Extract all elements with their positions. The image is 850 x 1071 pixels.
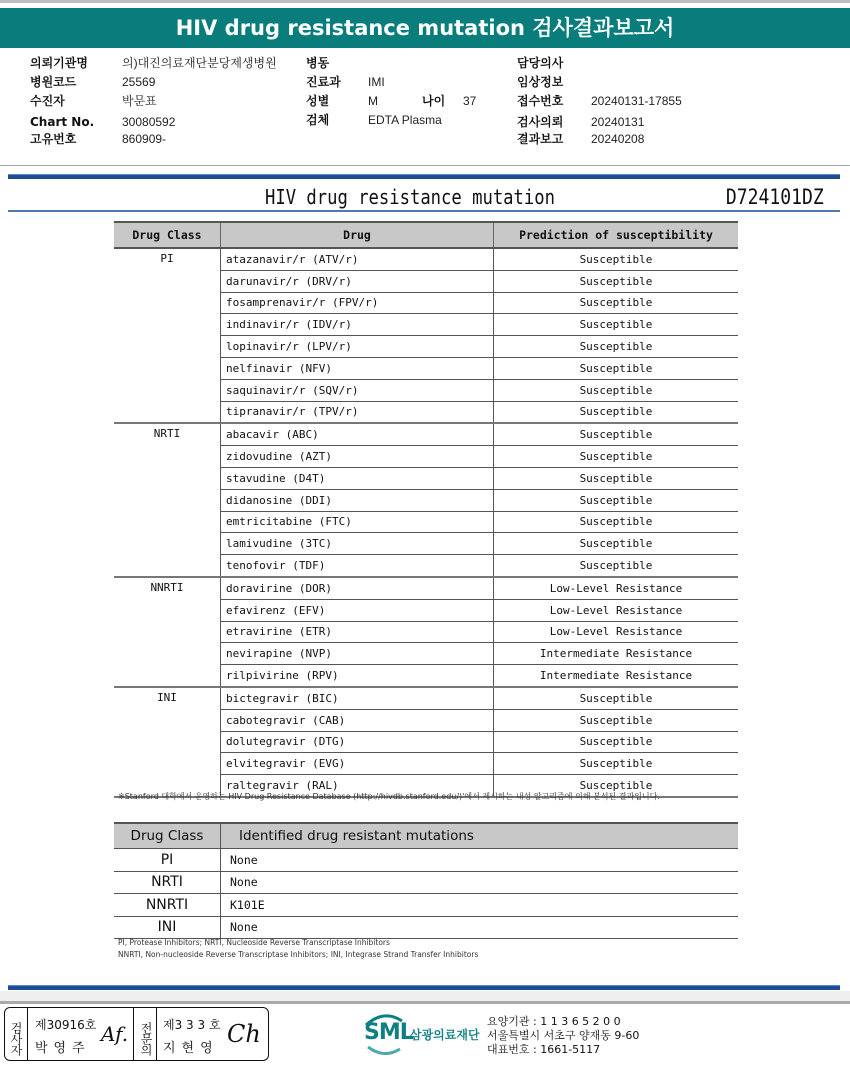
drug-cell: atazanavir/r (ATV/r) — [221, 248, 494, 270]
prediction-cell: Intermediate Resistance — [494, 665, 739, 687]
info-value: 의)대진의료재단분당제생병원 — [122, 56, 277, 70]
drug-class-cell: NRTI — [114, 423, 221, 577]
drug-cell: dolutegravir (DTG) — [221, 731, 494, 753]
logo-text: SML — [364, 1020, 413, 1045]
divider — [8, 174, 840, 179]
drug-cell: tenofovir (TDF) — [221, 555, 494, 577]
reviewer-license: 제3 3 3 호 — [163, 1018, 221, 1032]
info-label: 의뢰기관명 — [30, 56, 88, 70]
column-header-drug: Drug — [221, 222, 494, 248]
examiner-license: 제30916호 — [35, 1018, 97, 1032]
table-row — [114, 248, 738, 270]
divider — [8, 985, 840, 990]
footer-band — [0, 991, 850, 1001]
info-label: 병원코드 — [30, 75, 77, 89]
divider — [133, 1008, 134, 1060]
drug-cell: tipranavir/r (TPV/r) — [221, 401, 494, 423]
info-label: 고유번호 — [30, 132, 77, 146]
drug-cell: raltegravir (RAL) — [221, 775, 494, 797]
report-header-title: HIV drug resistance mutation 검사결과보고서 — [0, 8, 850, 48]
abbreviation-line: NNRTI, Non-nucleoside Reverse Transcriptase Inhibitors; INI, Integrase Strand Transfer Inhibitors — [118, 950, 479, 959]
info-value: EDTA Plasma — [368, 113, 442, 127]
examiner-signature: Af. — [101, 1022, 129, 1046]
info-label: 검체 — [306, 113, 330, 127]
mutation-cell: None — [221, 916, 739, 939]
susceptibility-table — [114, 221, 738, 798]
column-header-mutations: Identified drug resistant mutations — [221, 823, 739, 849]
address: 서울특별시 서초구 양재동 9-60 — [487, 1029, 640, 1042]
drug-cell: cabotegravir (CAB) — [221, 709, 494, 731]
info-value: IMI — [368, 75, 385, 89]
table-row — [114, 871, 738, 894]
info-requesting-institution — [30, 54, 88, 72]
prediction-cell: Susceptible — [494, 687, 739, 709]
prediction-cell: Susceptible — [494, 775, 739, 797]
info-label: 병동 — [306, 56, 330, 70]
drug-class-cell: PI — [114, 248, 221, 423]
drug-class-cell: NRTI — [114, 871, 221, 894]
drug-cell: stavudine (D4T) — [221, 467, 494, 489]
drug-cell: zidovudine (AZT) — [221, 446, 494, 468]
logo-foundation-name: 삼광의료재단 — [410, 1028, 480, 1042]
info-label: 진료과 — [306, 75, 341, 89]
reviewer-label: 전문의 — [139, 1021, 153, 1055]
prediction-cell: Low-Level Resistance — [494, 621, 739, 643]
drug-cell: indinavir/r (IDV/r) — [221, 314, 494, 336]
table-row — [114, 577, 738, 599]
info-label: Chart No. — [30, 115, 95, 129]
examiner-name: 박영주 — [35, 1041, 91, 1056]
info-value: M — [368, 94, 378, 108]
drug-cell: darunavir/r (DRV/r) — [221, 270, 494, 292]
prediction-cell: Low-Level Resistance — [494, 577, 739, 599]
drug-cell: etravirine (ETR) — [221, 621, 494, 643]
prediction-cell: Susceptible — [494, 555, 739, 577]
info-value: 20240131-17855 — [591, 94, 682, 108]
contact-info — [487, 1015, 639, 1057]
prediction-cell: Susceptible — [494, 446, 739, 468]
column-header-drug-class: Drug Class — [114, 823, 221, 849]
drug-class-cell: NNRTI — [114, 894, 221, 917]
prediction-cell: Susceptible — [494, 314, 739, 336]
drug-cell: lamivudine (3TC) — [221, 533, 494, 555]
examiner-label: 검사자 — [9, 1021, 23, 1055]
info-label: 결과보고 — [517, 132, 564, 146]
divider — [0, 1001, 850, 1004]
table-row — [114, 916, 738, 939]
info-label: 임상정보 — [517, 75, 564, 89]
prediction-cell: Susceptible — [494, 533, 739, 555]
info-value: 20240131 — [591, 115, 645, 129]
drug-cell: elvitegravir (EVG) — [221, 753, 494, 775]
patient-info — [0, 54, 850, 154]
info-label: 검사의뢰 — [517, 115, 564, 129]
top-border — [0, 0, 850, 3]
table-row — [114, 687, 738, 709]
drug-class-cell: NNRTI — [114, 577, 221, 687]
sml-logo — [364, 1011, 494, 1057]
prediction-cell: Susceptible — [494, 336, 739, 358]
drug-class-cell: INI — [114, 687, 221, 797]
drug-cell: lopinavir/r (LPV/r) — [221, 336, 494, 358]
mutation-cell: None — [221, 871, 739, 894]
info-value: 박문표 — [122, 94, 157, 108]
divider — [0, 165, 850, 166]
report-code: D724101DZ — [726, 185, 824, 209]
info-value: 30080592 — [122, 115, 176, 129]
divider — [27, 1008, 28, 1060]
institution-code: 요양기관 : 1 1 3 6 5 2 0 0 — [487, 1015, 621, 1028]
prediction-cell: Susceptible — [494, 511, 739, 533]
info-value: 860909- — [122, 132, 167, 146]
database-note: ※Stanford 대학에서 운영하는 HIV Drug Resistance Database (http://hivdb.stanford.edu/)'에서 제시하는 내성 알고리즘에 의해 분석된 결과입니다. — [118, 792, 660, 801]
prediction-cell: Susceptible — [494, 270, 739, 292]
drug-class-cell: INI — [114, 916, 221, 939]
table-row — [114, 894, 738, 917]
drug-cell: emtricitabine (FTC) — [221, 511, 494, 533]
drug-cell: abacavir (ABC) — [221, 423, 494, 445]
info-label: 나이 — [422, 94, 446, 108]
prediction-cell: Susceptible — [494, 379, 739, 401]
report-title — [0, 183, 850, 211]
prediction-cell: Susceptible — [494, 423, 739, 445]
prediction-cell: Susceptible — [494, 401, 739, 423]
drug-cell: rilpivirine (RPV) — [221, 665, 494, 687]
table-row — [114, 849, 738, 872]
info-value: 20240208 — [591, 132, 645, 146]
divider — [156, 1008, 157, 1060]
prediction-cell: Susceptible — [494, 467, 739, 489]
prediction-cell: Intermediate Resistance — [494, 643, 739, 665]
report-title-text: HIV drug resistance mutation — [265, 185, 555, 209]
info-label: 담당의사 — [517, 56, 564, 70]
drug-cell: saquinavir/r (SQV/r) — [221, 379, 494, 401]
table-row — [114, 423, 738, 445]
drug-cell: fosamprenavir/r (FPV/r) — [221, 292, 494, 314]
abbreviation-line: PI, Protease Inhibitors; NRTI, Nucleoside Reverse Transcriptase Inhibitors — [118, 938, 390, 947]
signature-box — [4, 1007, 269, 1061]
table-header-row — [114, 823, 738, 849]
divider — [8, 210, 840, 212]
prediction-cell: Susceptible — [494, 357, 739, 379]
prediction-cell: Low-Level Resistance — [494, 599, 739, 621]
mutations-table — [114, 822, 738, 939]
column-header-drug-class: Drug Class — [114, 222, 221, 248]
column-header-prediction: Prediction of susceptibility — [494, 222, 739, 248]
abbreviations — [118, 937, 478, 961]
prediction-cell: Susceptible — [494, 248, 739, 270]
reviewer-name: 지현영 — [163, 1041, 219, 1056]
drug-cell: nelfinavir (NFV) — [221, 357, 494, 379]
info-value: 37 — [463, 94, 477, 108]
reviewer-signature: Ch — [227, 1020, 261, 1048]
mutation-cell: None — [221, 849, 739, 872]
prediction-cell: Susceptible — [494, 753, 739, 775]
drug-cell: bictegravir (BIC) — [221, 687, 494, 709]
drug-class-cell: PI — [114, 849, 221, 872]
drug-cell: nevirapine (NVP) — [221, 643, 494, 665]
prediction-cell: Susceptible — [494, 292, 739, 314]
prediction-cell: Susceptible — [494, 489, 739, 511]
mutation-cell: K101E — [221, 894, 739, 917]
info-label: 성별 — [306, 94, 330, 108]
prediction-cell: Susceptible — [494, 731, 739, 753]
info-label: 접수번호 — [517, 94, 564, 108]
drug-cell: doravirine (DOR) — [221, 577, 494, 599]
info-label: 수진자 — [30, 94, 65, 108]
prediction-cell: Susceptible — [494, 709, 739, 731]
drug-cell: didanosine (DDI) — [221, 489, 494, 511]
phone-number: 대표번호 : 1661-5117 — [487, 1043, 601, 1056]
drug-cell: efavirenz (EFV) — [221, 599, 494, 621]
table-header-row — [114, 222, 738, 248]
info-value: 25569 — [122, 75, 156, 89]
